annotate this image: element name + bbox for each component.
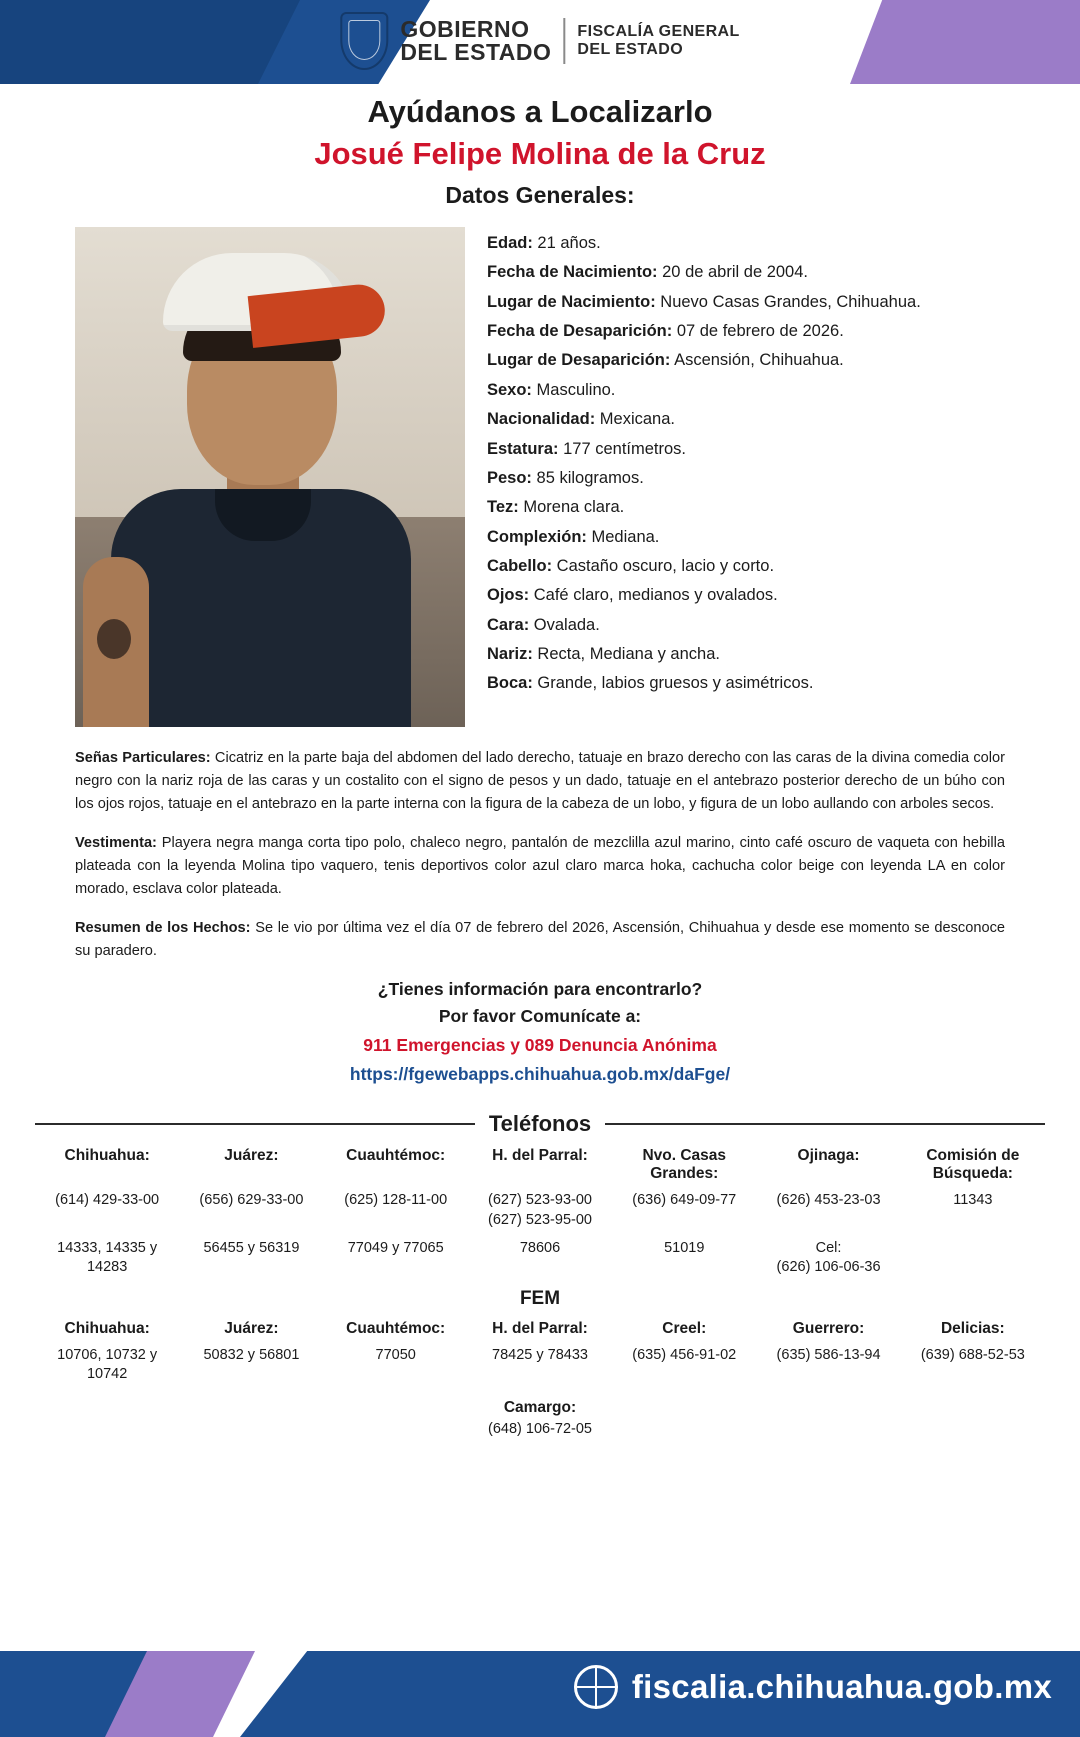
fem-value-cell: 10706, 10732 y 10742 <box>57 1346 158 1383</box>
fact-value: Grande, labios gruesos y asimétricos. <box>532 674 814 693</box>
fact-row <box>487 405 1010 434</box>
fact-label: Nariz: <box>487 645 533 664</box>
fact-label: Lugar de Desaparición: <box>487 351 671 370</box>
page-title: Ayúdanos a Localizarlo <box>367 94 713 129</box>
section-heading-general-data: Datos Generales: <box>445 182 635 208</box>
header-logo-group <box>340 12 739 70</box>
description-paragraph <box>75 747 1005 816</box>
fact-row <box>487 493 1010 522</box>
fact-value: 07 de febrero de 2026. <box>672 322 844 341</box>
fact-value: 21 años. <box>532 234 601 252</box>
fact-label: Sexo: <box>487 380 532 399</box>
contact-block <box>0 979 1080 1085</box>
fem-phones-table <box>35 1310 1045 1389</box>
fact-value: Mediana. <box>586 527 660 546</box>
fact-row <box>487 288 1010 317</box>
fact-value: 177 centímetros. <box>558 439 687 458</box>
phones-rule-right <box>605 1123 1045 1125</box>
phone-value-cell: 11343 <box>953 1192 993 1209</box>
main-content <box>0 209 1080 727</box>
fem-header-row <box>35 1310 1045 1342</box>
fem-header-cell: Cuauhtémoc: <box>346 1319 446 1337</box>
fact-label: Fecha de Nacimiento: <box>487 263 658 282</box>
fact-row <box>487 376 1010 405</box>
fact-value: 20 de abril de 2004. <box>657 263 808 282</box>
fact-row <box>487 229 1010 258</box>
description-paragraphs <box>0 727 1080 963</box>
phones-title: Teléfonos <box>488 1111 592 1137</box>
phone-extension-cell: 78606 <box>519 1239 561 1256</box>
phone-extension-cell: 77049 y 77065 <box>347 1239 444 1256</box>
paragraph-label: Resumen de los Hechos: <box>75 920 251 937</box>
fem-value-cell: 78425 y 78433 <box>492 1346 588 1363</box>
fact-row <box>487 581 1010 610</box>
fact-row <box>487 669 1010 698</box>
fact-value: Morena clara. <box>518 498 625 517</box>
paragraph-label: Vestimenta: <box>75 835 157 852</box>
page-footer <box>0 1651 1080 1737</box>
camargo-value: (648) 106-72-05 <box>488 1420 592 1437</box>
phone-value-row <box>35 1187 1045 1234</box>
fact-label: Boca: <box>487 674 533 693</box>
fem-header-cell: Guerrero: <box>792 1319 865 1337</box>
phone-header-cell: Cuauhtémoc: <box>346 1147 446 1165</box>
fact-label: Ojos: <box>487 586 530 605</box>
description-paragraph <box>75 832 1005 901</box>
footer-content <box>574 1665 1052 1709</box>
fiscalia-line-1: FISCALÍA GENERAL <box>577 22 740 40</box>
gob-line-1: GOBIERNO <box>400 16 530 42</box>
fact-row <box>487 523 1010 552</box>
phone-extension-cell: Cel: (626) 106-06-36 <box>776 1239 881 1276</box>
fact-value: Ascensión, Chihuahua. <box>670 351 844 370</box>
fact-label: Peso: <box>487 468 532 487</box>
globe-icon <box>574 1665 618 1709</box>
fact-row <box>487 640 1010 669</box>
fem-header-cell: H. del Parral: <box>492 1319 588 1337</box>
fact-row <box>487 346 1010 375</box>
phones-title-row <box>35 1111 1045 1137</box>
phone-header-cell: Comisión de Búsqueda: <box>926 1147 1020 1183</box>
phone-value-cell: (636) 649-09-77 <box>632 1192 737 1209</box>
fem-value-cell: 50832 y 56801 <box>203 1346 300 1363</box>
title-block <box>0 94 1080 209</box>
emergency-numbers: 911 Emergencias y 089 Denuncia Anónima <box>363 1035 717 1056</box>
description-paragraph <box>75 917 1005 963</box>
fact-value: Nuevo Casas Grandes, Chihuahua. <box>655 292 921 311</box>
fem-header-cell: Delicias: <box>940 1319 1005 1337</box>
government-wordmark <box>400 18 551 64</box>
person-name: Josué Felipe Molina de la Cruz <box>314 136 766 171</box>
fem-value-cell: (635) 456-91-02 <box>632 1346 737 1363</box>
fact-row <box>487 258 1010 287</box>
phones-section <box>0 1111 1080 1436</box>
fact-value: Mexicana. <box>595 410 675 429</box>
fiscalia-wordmark <box>577 23 739 60</box>
phones-rule-left <box>35 1123 475 1125</box>
fem-value-cell: 77050 <box>375 1346 416 1363</box>
fact-row <box>487 611 1010 640</box>
header-divider <box>563 18 565 64</box>
fact-row <box>487 552 1010 581</box>
phone-value-cell: (627) 523-93-00 (627) 523-95-00 <box>487 1192 592 1228</box>
fem-value-row <box>35 1342 1045 1389</box>
contact-instruction: Por favor Comunícate a: <box>438 1006 642 1027</box>
fem-header-cell: Juárez: <box>224 1319 279 1337</box>
fact-value: Recta, Mediana y ancha. <box>532 645 720 664</box>
fact-label: Tez: <box>487 498 519 517</box>
phone-header-cell: Nvo. Casas Grandes: <box>642 1147 727 1183</box>
phone-header-cell: Chihuahua: <box>64 1147 150 1165</box>
fem-header-cell: Chihuahua: <box>64 1319 150 1337</box>
fem-value-cell: (635) 586-13-94 <box>776 1346 881 1363</box>
fact-label: Complexión: <box>487 527 587 546</box>
header-purple-band-right <box>850 0 1080 84</box>
paragraph-text: Se le vio por última vez el día 07 de febrero del 2026, Ascensión, Chihuahua y desde ese momento se desconoce su paradero. <box>75 920 1005 960</box>
phone-value-cell: (626) 453-23-03 <box>776 1192 881 1209</box>
fact-label: Nacionalidad: <box>487 410 596 429</box>
phone-extension-cell <box>901 1235 1045 1282</box>
fem-title: FEM <box>519 1287 561 1309</box>
header-blue-band-left-inner <box>0 0 300 84</box>
paragraph-text: Playera negra manga corta tipo polo, chaleco negro, pantalón de mezclilla azul marino, cinto café oscuro de vaqueta con hebilla plateada con la leyenda Molina tipo vaquero, tenis deportivos color azul claro marca hoka, cachucha color beige con leyenda LA en color morado, esclava color plateada. <box>75 835 1005 898</box>
fem-value-cell: (639) 688-52-53 <box>920 1346 1025 1363</box>
report-link[interactable]: https://fgewebapps.chihuahua.gob.mx/daFge/ <box>349 1064 731 1085</box>
fact-label: Fecha de Desaparición: <box>487 322 673 341</box>
phone-value-cell: (656) 629-33-00 <box>199 1192 304 1209</box>
fact-label: Cabello: <box>487 556 553 575</box>
phone-header-cell: Juárez: <box>224 1147 279 1165</box>
page-header <box>0 0 1080 84</box>
fact-row <box>487 435 1010 464</box>
fact-value: Ovalada. <box>529 615 600 634</box>
fem-header-cell: Creel: <box>662 1319 707 1337</box>
general-data-list <box>487 227 1010 699</box>
phone-extension-cell: 56455 y 56319 <box>203 1239 300 1256</box>
phones-table <box>35 1137 1045 1281</box>
camargo-block <box>35 1399 1045 1437</box>
footer-website-url[interactable]: fiscalia.chihuahua.gob.mx <box>631 1668 1052 1705</box>
contact-question: ¿Tienes información para encontrarlo? <box>377 979 703 1000</box>
gob-line-2: DEL ESTADO <box>400 39 552 65</box>
phone-extension-row <box>35 1235 1045 1282</box>
camargo-header: Camargo: <box>503 1398 577 1416</box>
fact-row <box>487 317 1010 346</box>
phone-header-cell: H. del Parral: <box>492 1147 588 1165</box>
fact-value: Masculino. <box>531 380 616 399</box>
paragraph-text: Cicatriz en la parte baja del abdomen del lado derecho, tatuaje en brazo derecho con las caras de la divina comedia color negro con la nariz roja de las caras y un costalito con el signo de pesos y un dado, tatuaje en el antebrazo posterior derecho de un búho con los ojos rojos, tatuaje en el antebrazo en la parte interna con la figura de la cabeza de un lobo, y figura de un lobo aullando con arboles secos. <box>75 750 1005 813</box>
fact-value: 85 kilogramos. <box>531 468 644 487</box>
fact-label: Estatura: <box>487 439 559 458</box>
state-shield-icon <box>340 12 388 70</box>
phone-extension-cell: 51019 <box>664 1239 705 1256</box>
phone-header-row <box>35 1137 1045 1187</box>
phone-value-cell: (625) 128-11-00 <box>344 1192 448 1209</box>
fact-label: Cara: <box>487 615 530 634</box>
fact-label: Edad: <box>487 234 533 252</box>
paragraph-label: Señas Particulares: <box>75 750 211 766</box>
phone-header-cell: Ojinaga: <box>797 1147 860 1165</box>
fiscalia-line-2: DEL ESTADO <box>577 41 684 58</box>
phone-value-cell: (614) 429-33-00 <box>55 1192 160 1209</box>
phone-extension-cell: 14333, 14335 y 14283 <box>57 1239 158 1276</box>
fact-label: Lugar de Nacimiento: <box>487 292 656 311</box>
fact-value: Café claro, medianos y ovalados. <box>529 586 778 605</box>
fact-value: Castaño oscuro, lacio y corto. <box>552 556 775 575</box>
fact-row <box>487 464 1010 493</box>
missing-person-photo <box>75 227 465 727</box>
